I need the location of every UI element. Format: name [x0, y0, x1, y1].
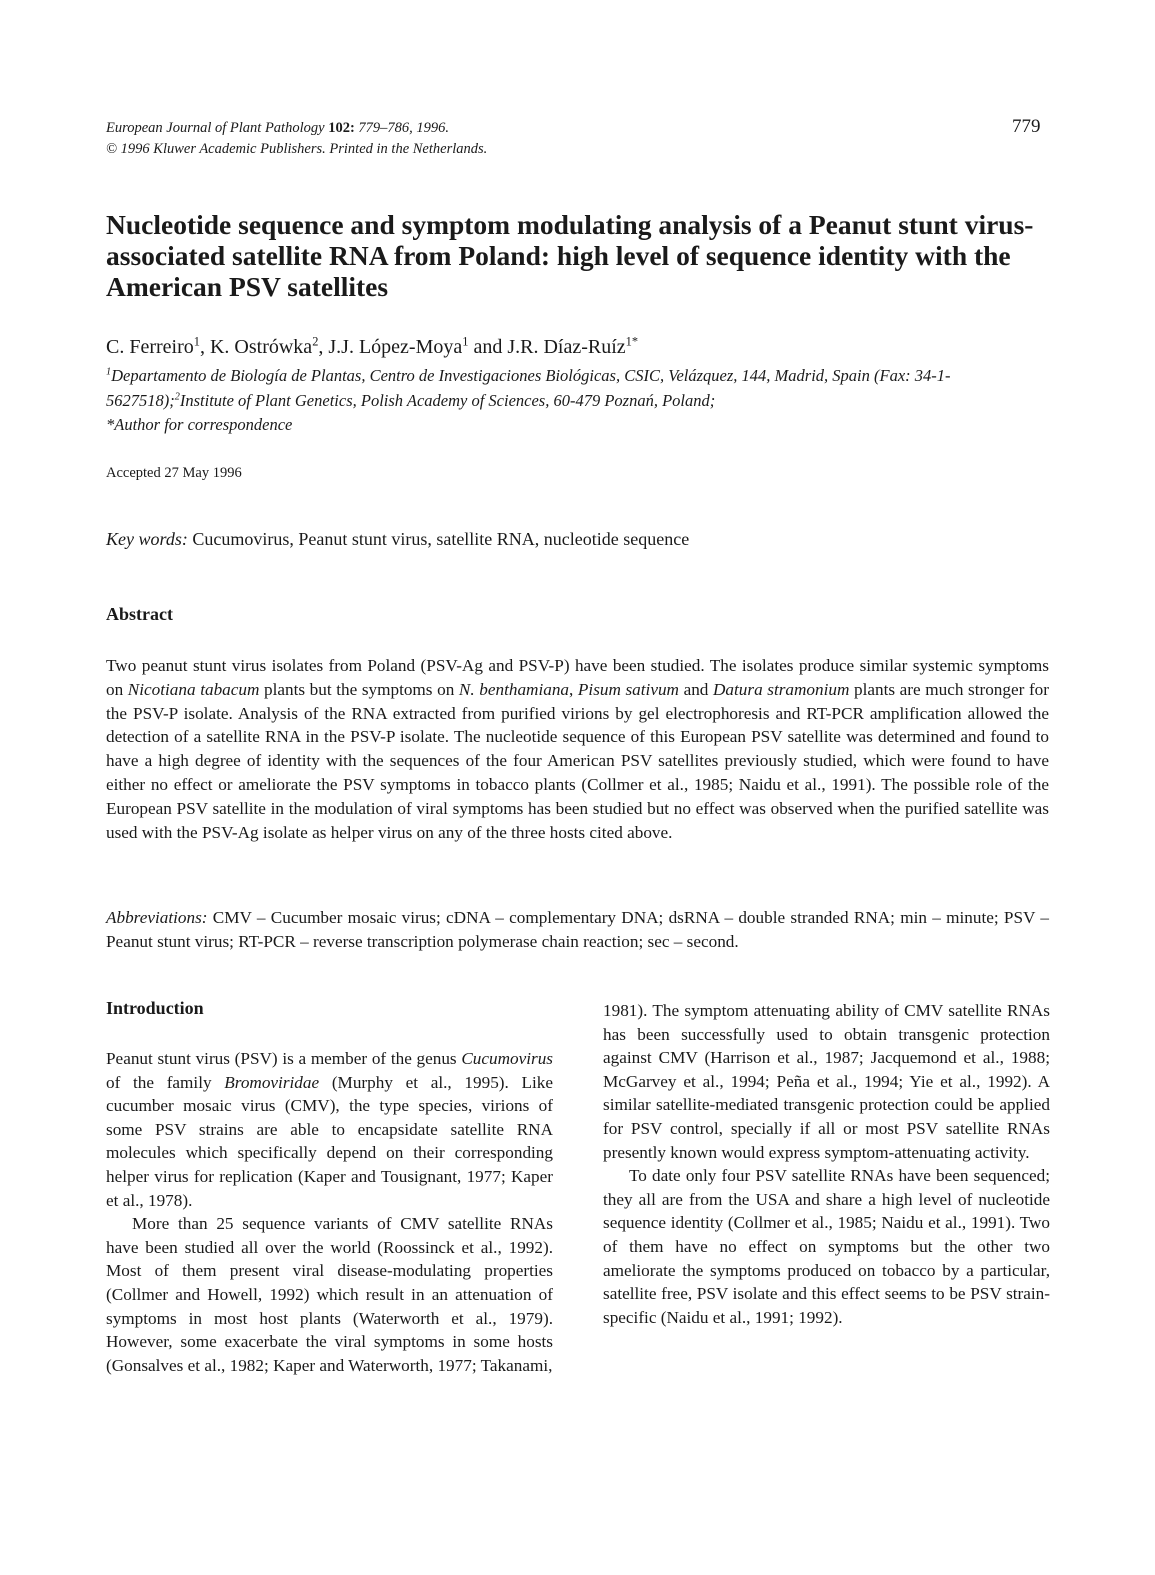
keywords [106, 529, 689, 550]
right-column [603, 999, 1050, 1329]
intro-paragraph-4: To date only four PSV satellite RNAs have been sequenced; they all are from the USA and share a high level of nucleotide sequence identity (Collmer et al., 1985; Naidu et al., 1991). Two of them have no effect on symptoms but the other two ameliorate the symptoms produced on tobacco by a particular, satellite free, PSV isolate and this effect seems to be PSV strain-specific (Naidu et al., 1991; 1992). [603, 1166, 1050, 1327]
journal-line [106, 118, 487, 139]
abbreviations [106, 906, 1049, 954]
abstract-fragment: plants but the symptoms on [259, 679, 459, 699]
introduction-heading: Introduction [106, 998, 204, 1018]
author-name: K. Ostrówka [209, 336, 313, 358]
correspondence-note: *Author for correspondence [106, 415, 293, 434]
author-sup: 1* [625, 334, 639, 349]
intro-paragraph-3: 1981). The symptom attenuating ability of CMV satellite RNAs has been successfully used to obtain transgenic protection against CMV (Harrison et al., 1987; Jacquemond et al., 1988; McGarvey et al., 1994; Peña et al., 1994; Yie et al., 1992). A similar satellite-mediated transgenic protection could be applied for PSV control, specially if all or most PSV satellite RNAs presently known would express symptom-attenuating activity. [603, 1001, 1050, 1162]
author-sup: 2 [312, 334, 319, 349]
author-sup: 1 [462, 334, 469, 349]
affiliation-sup: 2 [174, 391, 180, 402]
journal-citation [106, 118, 487, 160]
author-sup: 1 [193, 334, 200, 349]
journal-pages: 779–786, 1996. [358, 120, 450, 136]
intro-fragment: (Murphy et al., 1995). Like cucumber mosaic virus (CMV), the type species, virions of some PSV strains are able to encapsidate satellite RNA molecules which specifically depend on their corresponding helper virus for replication (Kaper and Tousignant, 1977; Kaper et al., 1978). [106, 1072, 553, 1210]
intro-paragraph-1 [106, 1047, 553, 1212]
author-name: J.R. Díaz-Ruíz [507, 336, 626, 358]
abstract-species: Datura stramonium [713, 679, 850, 699]
intro-fragment: of the family [106, 1072, 225, 1092]
intro-taxon: Cucumovirus [461, 1049, 553, 1068]
journal-volume: 102: [328, 120, 355, 136]
keywords-text: Cucumovirus, Peanut stunt virus, satellite RNA, nucleotide sequence [192, 529, 690, 549]
abstract-species: Nicotiana tabacum [127, 679, 260, 699]
abstract-fragment: Two peanut stunt virus isolates from Poland (PSV-Ag and PSV-P) have been studied. The isolates produce similar systemic symptoms on [106, 656, 1049, 699]
abstract-species: N. benthamiana [458, 679, 570, 699]
author-list [106, 334, 638, 360]
intro-paragraph-2: More than 25 sequence variants of CMV satellite RNAs have been studied all over the world (Roossinck et al., 1992). Most of them present viral disease-modulating properties (Collmer and Howell, 1992) which result in an attenuation of symptoms in most host plants (Waterworth et al., 1979). However, some exacerbate the viral symptoms in some hosts (Gonsalves et al., 1982; Kaper and Waterworth, 1977; Takanami, [106, 1214, 553, 1375]
abbreviations-text: CMV – Cucumber mosaic virus; cDNA – complementary DNA; dsRNA – double stranded RNA; min – minute; PSV – Peanut stunt virus; RT-PCR – reverse transcription polymerase chain reaction; sec – second. [106, 908, 1049, 951]
journal-name: European Journal of Plant Pathology [106, 120, 325, 136]
left-column [106, 1047, 553, 1377]
abstract-fragment: and [678, 679, 713, 699]
abstract-species: Pisum sativum [577, 679, 679, 699]
author-name: J.J. López-Moya [328, 336, 463, 358]
affiliations [106, 364, 1066, 438]
abstract-text [106, 654, 1049, 844]
affiliation-sup: 1 [106, 366, 112, 378]
article-title: Nucleotide sequence and symptom modulating analysis of a Peanut stunt virus-associated satellite RNA from Poland: high level of sequence identity with the American PSV satellites [106, 209, 1034, 302]
abstract-fragment: plants are much stronger for the PSV-P isolate. Analysis of the RNA extracted from purified virions by gel electrophoresis and RT-PCR amplification allowed the detection of a satellite RNA in the PSV-P isolate. The nucleotide sequence of this European PSV satellite was determined and found to have a high degree of identity with the sequences of the four American PSV satellites previously studied, which were found to have either no effect or ameliorate the PSV symptoms in tobacco plants (Collmer et al., 1985; Naidu et al., 1991). The possible role of the European PSV satellite in the modulation of viral symptoms has been studied but no effect was observed when the purified satellite was used with the PSV-Ag isolate as helper virus on any of the three hosts cited above. [106, 679, 1049, 842]
author-name: C. Ferreiro [106, 336, 194, 358]
page-number: 779 [1012, 116, 1041, 137]
intro-fragment: Peanut stunt virus (PSV) is a member of the genus [106, 1049, 462, 1068]
affiliation-2: Institute of Plant Genetics, Polish Academy of Sciences, 60-479 Poznań, Poland; [179, 390, 716, 410]
abstract-heading: Abstract [106, 604, 173, 624]
abstract-fragment: , [569, 679, 578, 699]
author-separator: and [468, 336, 508, 358]
affiliation-1: Departamento de Biología de Plantas, Centro de Investigaciones Biológicas, CSIC, Velázquez, 144, Madrid, Spain (Fax: 34-1-5627518); [106, 366, 951, 410]
abbreviations-label: Abbreviations: [106, 908, 208, 927]
author-separator: , [199, 336, 210, 358]
intro-taxon: Bromoviridae [224, 1072, 320, 1092]
author-separator: , [318, 336, 329, 358]
accepted-date: Accepted 27 May 1996 [106, 465, 242, 481]
keywords-label: Key words: [106, 529, 188, 549]
copyright-line: © 1996 Kluwer Academic Publishers. Printed in the Netherlands. [106, 141, 488, 157]
